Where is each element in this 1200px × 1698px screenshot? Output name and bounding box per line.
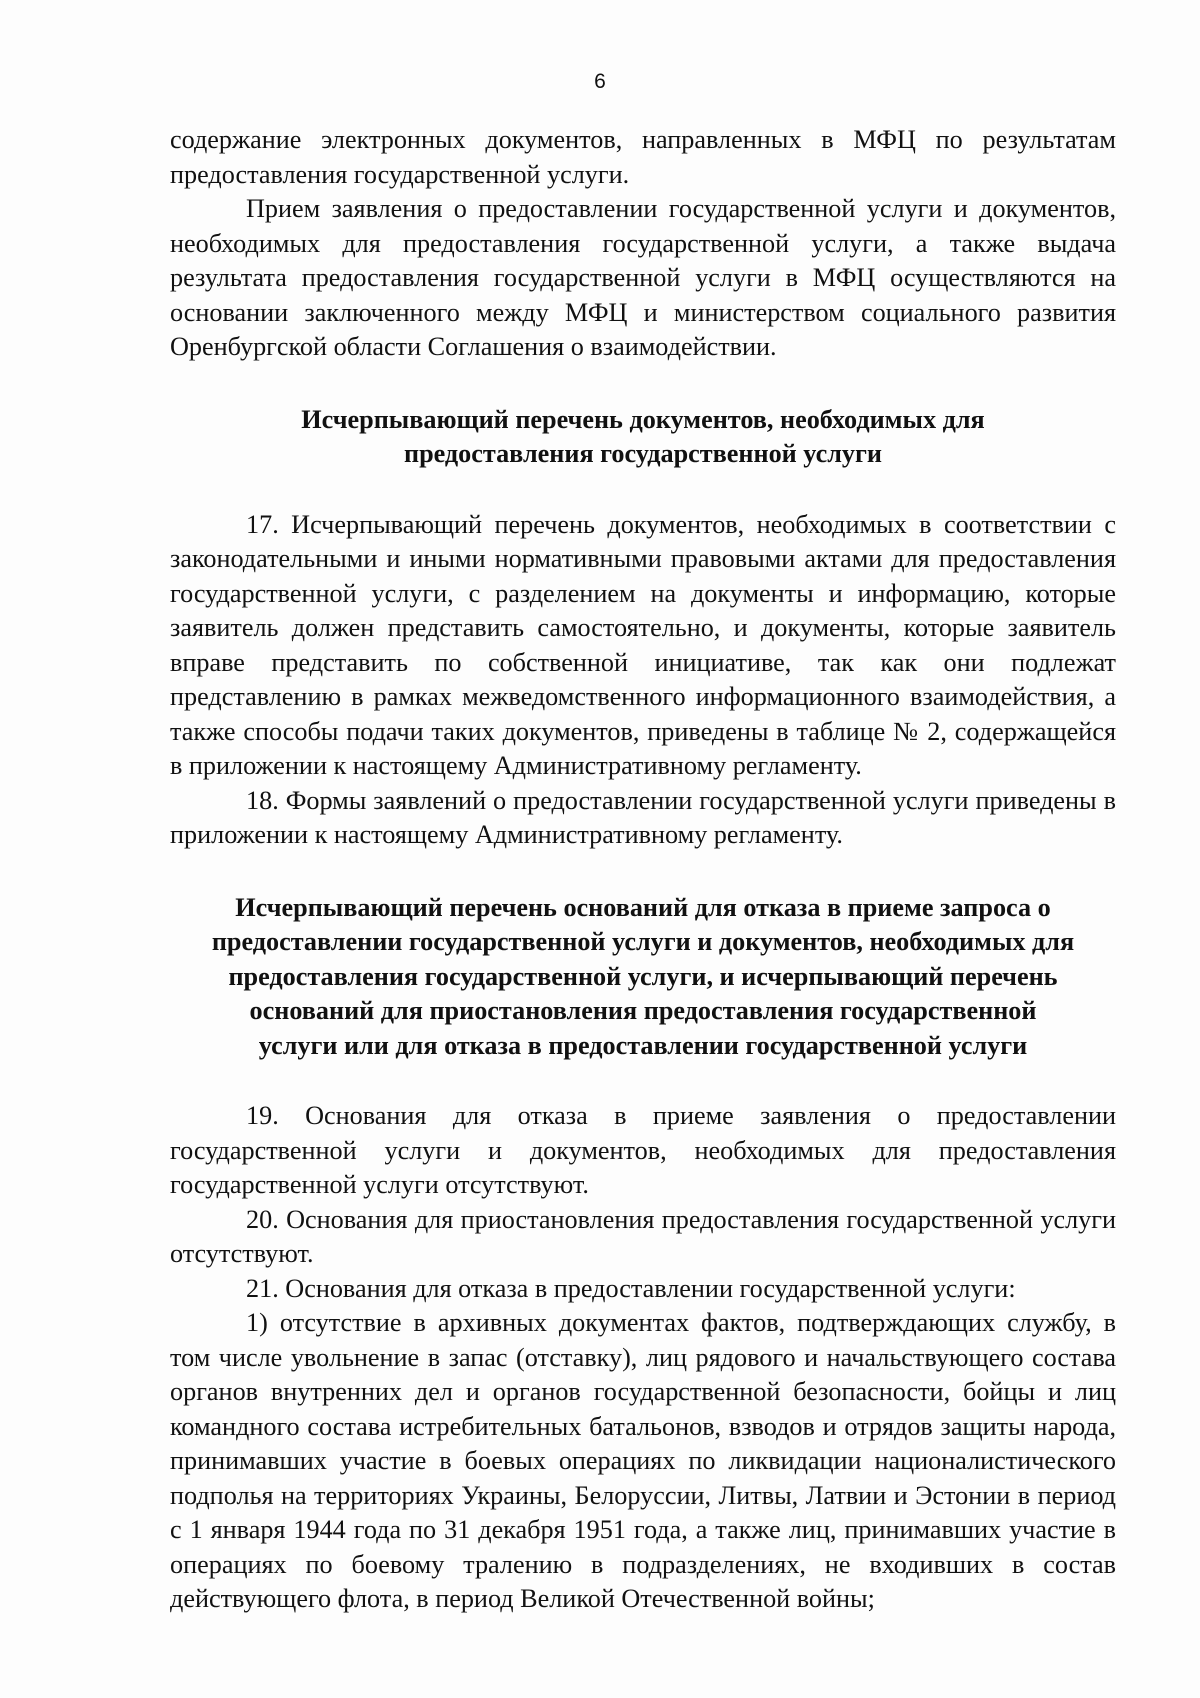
paragraph-item-18: 18. Формы заявлений о предоставлении государственной услуги приведены в приложении к настоящему Административному регламенту. xyxy=(170,785,1116,849)
paragraph-item-17: 17. Исчерпывающий перечень документов, необходимых в соответствии с законодательными и иными нормативными правовыми актами для предоставления государственной услуги, с разделением на документы и информацию, которые заявитель должен представить самостоятельно, и документы, которые заявитель вправе представить по собственной инициативе, так как они подлежат представлению в рамках межведомственного информационного взаимодействия, а также способы подачи таких документов, приведены в таблице № 2, содержащейся в приложении к настоящему Административному регламенту. xyxy=(170,509,1116,780)
heading-line: предоставлении государственной услуги и документов, необходимых для xyxy=(211,927,1075,956)
section-heading-refusal-grounds xyxy=(170,891,1116,1064)
heading-line: услуги или для отказа в предоставлении государственной услуги xyxy=(258,1030,1028,1060)
paragraph: содержание электронных документов, направленных в МФЦ по результатам предоставления государственной услуги. xyxy=(170,125,1116,189)
heading-line: Исчерпывающий перечень оснований для отказа в приеме запроса о xyxy=(235,892,1051,922)
document-body xyxy=(170,123,1116,1617)
heading-line: оснований для приостановления предоставления государственной xyxy=(249,996,1037,1025)
paragraph: Прием заявления о предоставлении государственной услуги и документов, необходимых для предоставления государственной услуги, а также выдача результата предоставления государственной услуги в МФЦ осуществляются на основании заключенного между МФЦ и министерством социального развития Оренбургской области Соглашения о взаимодействии. xyxy=(170,194,1116,361)
section-heading-documents xyxy=(170,403,1116,472)
paragraph-subitem-1: 1) отсутствие в архивных документах фактов, подтверждающих службу, в том числе увольнение в запас (отставку), лиц рядового и начальствующего состава органов внутренних дел и органов государственной безопасности, бойцы и лиц командного состава истребительных батальонов, взводов и отрядов защиты народа, принимавших участие в боевых операциях по ликвидации националистического подполья на территориях Украины, Белоруссии, Литвы, Латвии и Эстонии в период с 1 января 1944 года по 31 декабря 1951 года, а также лиц, принимавших участие в операциях по боевому тралению в подразделениях, не входивших в состав действующего флота, в период Великой Отечественной войны; xyxy=(170,1308,1116,1613)
page-number: 6 xyxy=(594,70,606,93)
paragraph-item-20: 20. Основания для приостановления предоставления государственной услуги отсутствуют. xyxy=(170,1204,1116,1268)
paragraph-item-19: 19. Основания для отказа в приеме заявления о предоставлении государственной услуги и документов, необходимых для предоставления государственной услуги отсутствуют. xyxy=(170,1101,1116,1199)
paragraph-item-21: 21. Основания для отказа в предоставлении государственной услуги: xyxy=(246,1273,1016,1303)
heading-line: предоставления государственной услуги xyxy=(404,439,882,468)
heading-line: Исчерпывающий перечень документов, необходимых для xyxy=(301,404,985,434)
heading-line: предоставления государственной услуги, и исчерпывающий перечень xyxy=(228,961,1058,991)
